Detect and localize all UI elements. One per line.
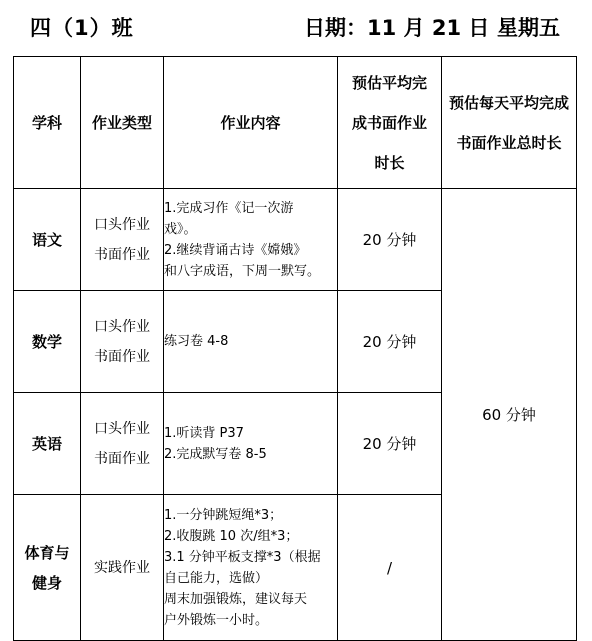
content-line: 自己能力，选做） [164, 570, 269, 586]
subject-cell: 语文 [14, 189, 81, 291]
content-line: 2.收腹跳 10 次/组*3； [164, 528, 299, 544]
content-line: 和八字成语，下周一默写。 [164, 263, 321, 279]
content-cell [164, 189, 338, 291]
content-line: 1.一分钟跳短绳*3； [164, 507, 283, 523]
type-cell [81, 189, 164, 291]
content-line: 1.听读背 P37 [164, 425, 244, 441]
column-header-content: 作业内容 [164, 57, 338, 189]
time-cell: 20 分钟 [338, 189, 442, 291]
content-line: 户外锻炼一小时。 [164, 612, 269, 628]
column-header-estimated-time-line: 成书面作业 [351, 113, 427, 132]
type-cell [81, 393, 164, 495]
type-line: 口头作业 [94, 420, 150, 437]
table-row-chinese [14, 189, 577, 291]
time-cell: 20 分钟 [338, 393, 442, 495]
content-line: 练习卷 4-8 [164, 334, 229, 349]
page-header [0, 0, 592, 50]
column-header-estimated-time-line: 预估平均完 [351, 73, 427, 92]
total-time-cell: 60 分钟 [442, 189, 577, 641]
content-line: 周末加强锻炼，建议每天 [164, 591, 308, 607]
homework-table [13, 56, 577, 641]
column-header-estimated-time [338, 57, 442, 189]
table-header-row [14, 57, 577, 189]
subject-cell [14, 495, 81, 641]
column-header-type: 作业类型 [81, 57, 164, 189]
column-header-total-time [442, 57, 577, 189]
type-line: 书面作业 [94, 450, 150, 467]
subject-line: 体育与 [24, 543, 70, 562]
content-line: 戏》。 [164, 221, 197, 237]
column-header-subject: 学科 [14, 57, 81, 189]
time-cell: / [338, 495, 442, 641]
type-line: 书面作业 [94, 348, 150, 365]
type-line: 实践作业 [94, 559, 150, 576]
type-cell [81, 495, 164, 641]
column-header-total-time-line: 书面作业总时长 [456, 133, 562, 152]
content-cell [164, 291, 338, 393]
subject-line: 健身 [31, 573, 62, 592]
weekday-label: 星期五 [497, 16, 560, 40]
column-header-estimated-time-line: 时长 [374, 153, 405, 172]
content-cell [164, 495, 338, 641]
time-cell: 20 分钟 [338, 291, 442, 393]
subject-cell: 数学 [14, 291, 81, 393]
class-name: 四（1）班 [30, 16, 134, 40]
type-line: 书面作业 [94, 246, 150, 263]
content-line: 1.完成习作《记一次游 [164, 200, 294, 216]
content-line: 2.完成默写卷 8-5 [164, 446, 267, 462]
column-header-total-time-line: 预估每天平均完成 [448, 93, 569, 112]
date-label: 日期：11 月 21 日 [304, 16, 490, 40]
subject-cell: 英语 [14, 393, 81, 495]
content-line: 3.1 分钟平板支撑*3（根据 [164, 549, 321, 565]
type-line: 口头作业 [94, 318, 150, 335]
type-cell [81, 291, 164, 393]
type-line: 口头作业 [94, 216, 150, 233]
content-line: 2.继续背诵古诗《嫦娥》 [164, 242, 307, 258]
content-cell [164, 393, 338, 495]
